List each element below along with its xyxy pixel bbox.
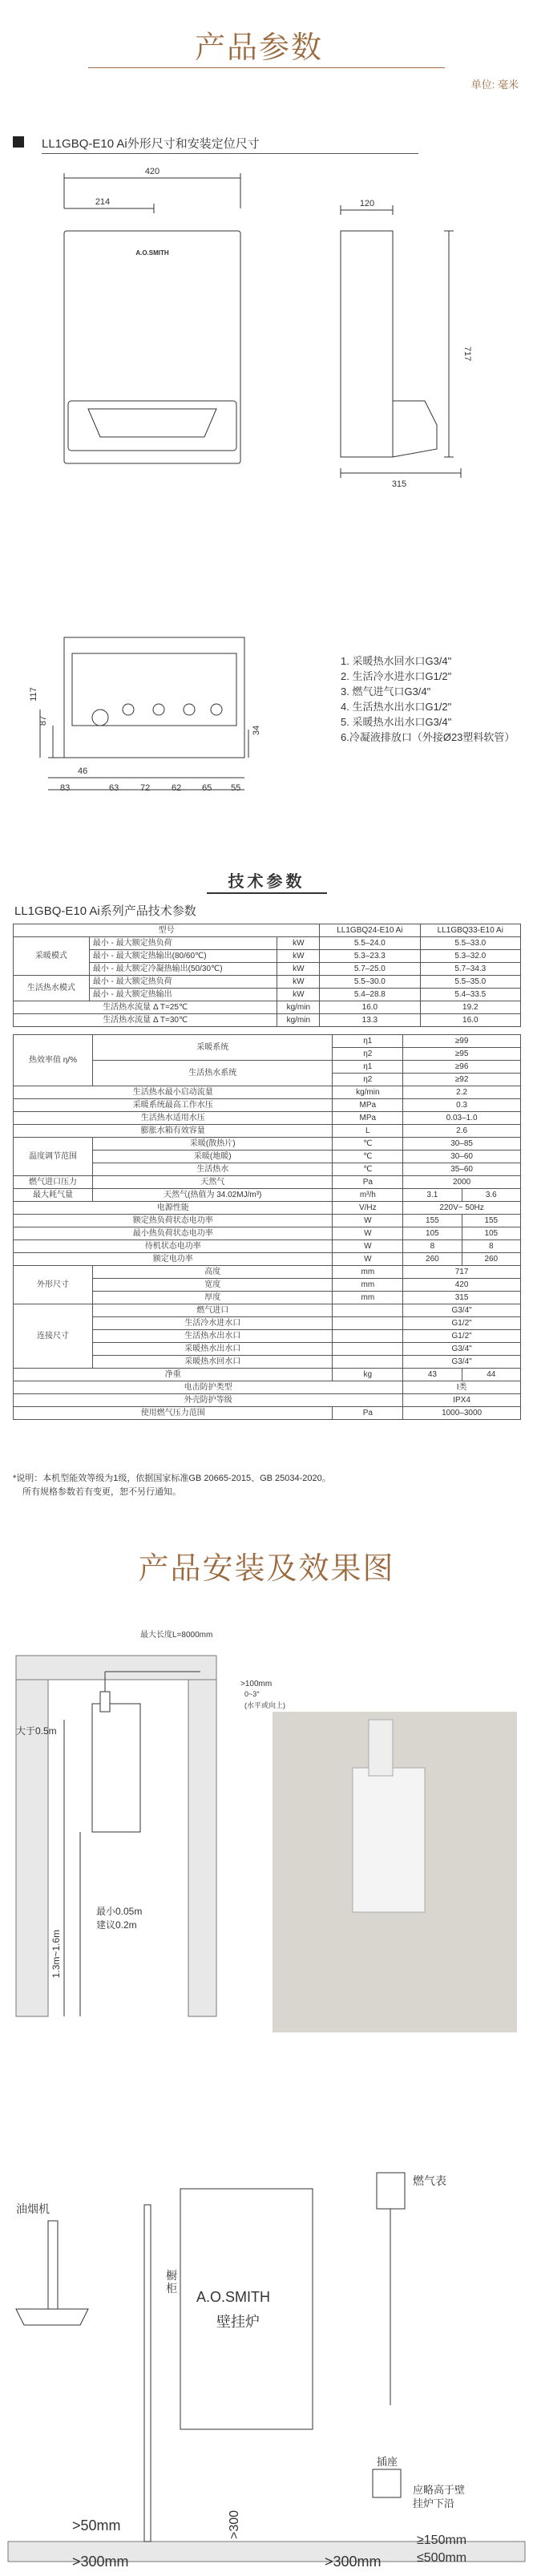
table-row: 生活热水流量 Δ T=25℃ kg/min 16.0 19.2	[14, 1001, 521, 1014]
table-row: 最大耗气量 天然气(热值为 34.02MJ/m³) m³/h 3.1 3.6	[14, 1189, 521, 1202]
install-hood: 油烟机	[16, 2202, 50, 2215]
table-row: 生活热水系统 η1 ≥96	[14, 1061, 521, 1074]
legend-item: 4. 生活热水出水口G1/2"	[341, 701, 452, 713]
table-row: η2 ≥92	[14, 1074, 521, 1086]
install-socket-note2: 挂炉下沿	[413, 2497, 455, 2509]
legend-item: 6.冷凝液排放口（外接Ø23塑料软管）	[341, 731, 515, 743]
install-socket-note1: 应略高于壁	[413, 2484, 466, 2496]
connection-legend	[341, 653, 515, 745]
table-row: η2 ≥95	[14, 1048, 521, 1061]
install-min005: 最小0.05m	[96, 1906, 143, 1917]
table-row: 生活热水流量 Δ T=30℃ kg/min 13.3 16.0	[14, 1014, 521, 1027]
table-row: 待机状态电功率 W 8 8	[14, 1240, 521, 1253]
install-brand: A.O.SMITH	[196, 2289, 271, 2305]
bottom-dim-46: 46	[78, 766, 88, 776]
table-row: 采暖模式 最小 - 最大额定热负荷 kW 5.5–24.0 5.5–33.0	[14, 937, 521, 950]
table-row: 外形尺寸 高度 mm 717	[14, 1266, 521, 1279]
legend-item: 3. 燃气进气口G3/4"	[341, 685, 431, 698]
table-row: 采暖热水出水口 G3/4"	[14, 1343, 521, 1356]
table-row: 净重 kg 43 44	[14, 1369, 521, 1381]
install-gt300v: >300	[228, 2509, 242, 2540]
bottom-dim-65: 65	[202, 783, 212, 793]
dimension-drawings	[0, 160, 533, 593]
install-cabinet: 橱柜	[166, 2269, 177, 2295]
install-le500: ≤500mm	[417, 2551, 467, 2565]
table-row: 外壳防护等级 IPX4	[14, 1394, 521, 1407]
install-h13: 1.3m~1.6m	[50, 1929, 63, 1979]
table-row: 采暖(地暖) ℃ 30–60	[14, 1151, 521, 1163]
table-row: 连接尺寸 燃气进口 G3/4"	[14, 1304, 521, 1317]
table-row: 生活热水模式 最小 - 最大额定热负荷 kW 5.5–30.0 5.5–35.0	[14, 976, 521, 989]
title-divider	[88, 67, 445, 68]
install-gt300b: >300mm	[325, 2554, 382, 2570]
subtitle: LL1GBQ-E10 Ai外形尺寸和安装定位尺寸	[42, 137, 260, 151]
table-row: 电击防护类型 I类	[14, 1381, 521, 1394]
legend-item: 5. 采暖热水出水口G3/4"	[341, 716, 452, 728]
install-slope: 0~3°	[244, 1690, 260, 1698]
spec-table	[13, 924, 521, 1027]
install-diagram-1	[0, 1616, 533, 2032]
front-view	[64, 173, 240, 463]
side-view	[341, 205, 461, 478]
table-row: 型号 LL1GBQ24-E10 Ai LL1GBQ33-E10 Ai	[14, 924, 521, 937]
bottom-dim-63: 63	[109, 783, 119, 793]
page-title: 产品参数	[195, 31, 324, 65]
table-row: 宽度 mm 420	[14, 1279, 521, 1292]
table-row: 额定电功率 W 260 260	[14, 1253, 521, 1266]
table-row: 膨胀水箱有效容量 L 2.6	[14, 1125, 521, 1138]
side-depth-dim: 120	[359, 199, 375, 208]
install-max-len: 最大长度L=8000mm	[140, 1631, 213, 1640]
legend-item: 2. 生活冷水进水口G1/2"	[341, 670, 452, 682]
install-gt300a: >300mm	[72, 2554, 129, 2570]
install-suggest02: 建议0.2m	[96, 1919, 137, 1931]
table-row: 额定热负荷状态电功率 W 155 155	[14, 1215, 521, 1227]
table-row: 温度调节范围 采暖(散热片) ℃ 30–85	[14, 1138, 521, 1151]
side-height-dim: 717	[462, 346, 472, 362]
bottom-dim-72: 72	[140, 783, 151, 793]
subtitle-underline	[42, 153, 418, 154]
install-gt50: >50mm	[72, 2517, 121, 2534]
bottom-dim-62: 62	[172, 783, 182, 793]
table-row: 采暖系统最高工作水压 MPa 0.3	[14, 1099, 521, 1112]
install-gasmeter: 燃气表	[413, 2174, 446, 2187]
spec-note: 所有规格参数若有变更，恕不另行通知。	[22, 1487, 181, 1497]
spec-series-title: LL1GBQ-E10 Ai系列产品技术参数	[14, 904, 196, 918]
bottom-dim-55: 55	[231, 783, 241, 793]
table-row: 生活热水 ℃ 35–60	[14, 1163, 521, 1176]
table-row: 生活冷水进水口 G1/2"	[14, 1317, 521, 1330]
spec-heading-underline	[207, 892, 327, 894]
bottom-dim-83: 83	[60, 783, 71, 793]
table-row: 燃气进口压力 天然气 Pa 2000	[14, 1176, 521, 1189]
install-boiler: 壁挂炉	[216, 2314, 260, 2330]
install-gt05: 大于0.5m	[16, 1725, 57, 1737]
bottom-dim-left-a: 117	[28, 687, 38, 702]
table-row: 最小热负荷状态电功率 W 105 105	[14, 1227, 521, 1240]
table-row: 最小 - 最大额定热输出 kW 5.4–28.8 5.4–33.5	[14, 989, 521, 1001]
legend-item: 1. 采暖热水回水口G3/4"	[341, 655, 452, 667]
install-slope2: (水平或向上)	[244, 1701, 285, 1709]
table-row: 使用燃气压力范围 Pa 1000–3000	[14, 1407, 521, 1420]
table-row: 最小 - 最大额定热输出(80/60℃) kW 5.3–23.3 5.3–32.0	[14, 950, 521, 963]
spec-table-lower	[13, 1034, 521, 1420]
install-socket: 插座	[377, 2456, 398, 2468]
spec-heading: 技术参数	[228, 873, 305, 891]
side-bottom-dim: 315	[391, 479, 407, 489]
table-row: 最小 - 最大额定冷凝热输出(50/30℃) kW 5.7–25.0 5.7–34.3	[14, 963, 521, 976]
table-row: 厚度 mm 315	[14, 1292, 521, 1304]
table-row: 采暖热水回水口 G3/4"	[14, 1356, 521, 1369]
spec-note: *说明：本机型能效等级为1级，依据国家标准GB 20665-2015、GB 25034-2020。	[13, 1474, 331, 1483]
install-gt100: >100mm	[240, 1680, 273, 1688]
install-title: 产品安装及效果图	[138, 1552, 395, 1586]
table-row: 生活热水出水口 G1/2"	[14, 1330, 521, 1343]
unit-label: 单位: 毫米	[470, 79, 519, 91]
table-row: 电源性能 V/Hz 220V~ 50Hz	[14, 1202, 521, 1215]
table-row: 热效率值 η/% 采暖系统 η1 ≥99	[14, 1035, 521, 1048]
front-left-dim: 214	[95, 197, 111, 207]
table-row: 生活热水最小启动流量 kg/min 2.2	[14, 1086, 521, 1099]
bottom-dim-right: 34	[252, 725, 262, 736]
table-row: 生活热水适用水压 MPa 0.03–1.0	[14, 1112, 521, 1125]
svg-text:A.O.SMITH: A.O.SMITH	[135, 249, 169, 257]
install-gt150: ≥150mm	[417, 2534, 467, 2547]
bottom-dim-left-b: 87	[38, 715, 49, 726]
subtitle-marker	[13, 136, 24, 148]
front-width-dim: 420	[144, 167, 160, 176]
